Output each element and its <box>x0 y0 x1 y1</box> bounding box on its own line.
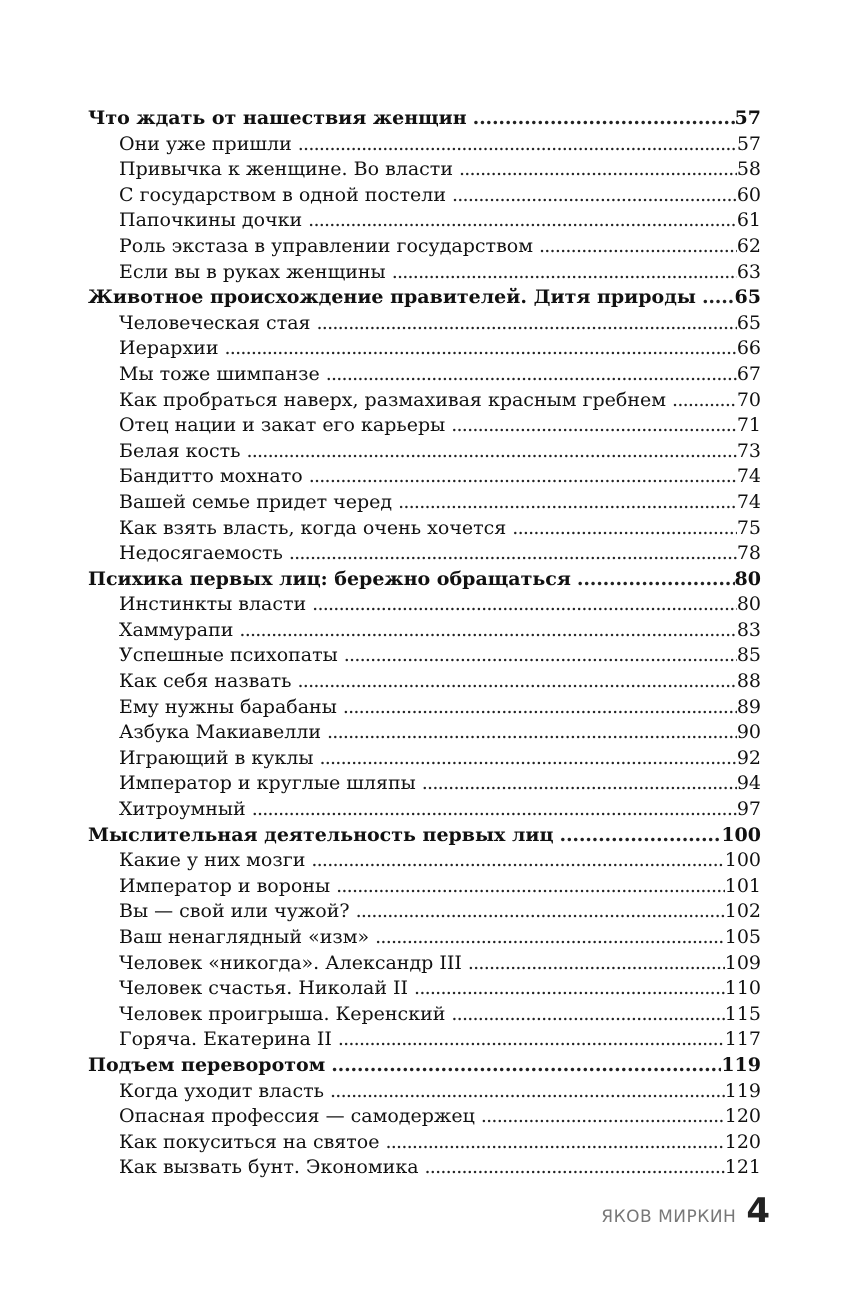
toc-dot-leader <box>702 285 735 311</box>
toc-entry-title: Иерархии <box>119 337 219 360</box>
toc-section-row[interactable] <box>88 848 761 874</box>
toc-section-row[interactable] <box>88 157 761 183</box>
toc-dot-leader <box>398 490 737 516</box>
toc-entry-title: Отец нации и закат его карьеры <box>119 414 446 437</box>
toc-section-row[interactable] <box>88 1027 761 1053</box>
toc-entry-title: Как пробраться наверх, размахивая красным гребнем <box>119 388 667 411</box>
toc-section-row[interactable] <box>88 951 761 977</box>
toc-entry-title: Привычка к женщине. Во власти <box>119 158 453 181</box>
toc-entry-page: 74 <box>736 465 761 488</box>
toc-entry-page: 90 <box>736 721 761 744</box>
toc-entry-title: Белая кость <box>119 439 241 462</box>
toc-dot-leader <box>344 643 737 669</box>
toc-entry-title: Папочкины дочки <box>119 209 303 232</box>
toc-entry-title: Человеческая стая <box>119 311 311 334</box>
toc-dot-leader <box>452 183 737 209</box>
toc-section-row[interactable] <box>88 336 761 362</box>
toc-dot-leader <box>239 618 736 644</box>
toc-entry-title: Какие у них мозги <box>119 849 306 872</box>
toc-section-row[interactable] <box>88 899 761 925</box>
toc-entry-page: 85 <box>736 644 761 667</box>
toc-entry-page: 94 <box>736 772 761 795</box>
toc-entry-page: 67 <box>736 362 761 385</box>
toc-dot-leader <box>375 925 725 951</box>
toc-entry-title: Недосягаемость <box>119 542 283 565</box>
page-footer <box>601 1191 770 1231</box>
toc-section-row[interactable] <box>88 311 761 337</box>
toc-dot-leader <box>298 132 737 158</box>
toc-entry-title: Когда уходит власть <box>119 1079 325 1102</box>
toc-section-row[interactable] <box>88 260 761 286</box>
toc-entry-title: Если вы в руках женщины <box>119 260 386 283</box>
toc-dot-leader <box>459 157 737 183</box>
toc-dot-leader <box>311 848 724 874</box>
toc-section-row[interactable] <box>88 925 761 951</box>
toc-section-row[interactable] <box>88 643 761 669</box>
toc-entry-page: 75 <box>736 516 761 539</box>
toc-entry-title: Подъем переворотом <box>88 1053 326 1076</box>
toc-section-row[interactable] <box>88 439 761 465</box>
toc-dot-leader <box>252 797 737 823</box>
toc-dot-leader <box>319 746 736 772</box>
toc-entry-page: 63 <box>736 260 761 283</box>
toc-entry-page: 117 <box>724 1028 761 1051</box>
toc-entry-page: 88 <box>736 670 761 693</box>
toc-section-row[interactable] <box>88 797 761 823</box>
toc-entry-title: Бандитто мохнато <box>119 465 303 488</box>
toc-dot-leader <box>309 464 737 490</box>
toc-entry-page: 120 <box>724 1105 761 1128</box>
toc-entry-page: 92 <box>736 746 761 769</box>
toc-dot-leader <box>308 208 737 234</box>
toc-entry-title: Роль экстаза в управлении государством <box>119 234 533 257</box>
toc-entry-page: 120 <box>724 1130 761 1153</box>
toc-entry-page: 110 <box>724 977 761 1000</box>
toc-section-row[interactable] <box>88 976 761 1002</box>
toc-entry-page: 60 <box>736 183 761 206</box>
toc-dot-leader <box>326 362 737 388</box>
toc-entry-page: 109 <box>724 951 761 974</box>
toc-dot-leader <box>473 106 735 132</box>
toc-entry-title: Человек счастья. Николай II <box>119 977 409 1000</box>
toc-entry-title: Император и круглые шляпы <box>119 772 416 795</box>
toc-section-row[interactable] <box>88 1002 761 1028</box>
toc-dot-leader <box>312 592 737 618</box>
toc-chapter-row[interactable] <box>88 106 761 132</box>
toc-dot-leader <box>468 951 725 977</box>
toc-entry-page: 73 <box>736 439 761 462</box>
toc-dot-leader <box>577 567 735 593</box>
toc-section-row[interactable] <box>88 490 761 516</box>
toc-dot-leader <box>338 1027 725 1053</box>
toc-dot-leader <box>451 413 737 439</box>
toc-entry-page: 119 <box>721 1053 761 1076</box>
toc-entry-title: Психика первых лиц: бережно обращаться <box>88 567 571 590</box>
toc-section-row[interactable] <box>88 362 761 388</box>
toc-dot-leader <box>672 388 737 414</box>
toc-section-row[interactable] <box>88 1104 761 1130</box>
toc-section-row[interactable] <box>88 746 761 772</box>
toc-entry-page: 100 <box>724 849 761 872</box>
toc-dot-leader <box>289 541 737 567</box>
toc-dot-leader <box>246 439 736 465</box>
toc-dot-leader <box>481 1104 725 1130</box>
toc-entry-title: Как вызвать бунт. Экономика <box>119 1156 419 1179</box>
toc-entry-title: Как себя назвать <box>119 670 292 693</box>
toc-entry-title: Мы тоже шимпанзе <box>119 362 320 385</box>
toc-entry-page: 61 <box>736 209 761 232</box>
toc-section-row[interactable] <box>88 208 761 234</box>
toc-entry-page: 78 <box>736 542 761 565</box>
footer-page-number: 4 <box>746 1191 770 1231</box>
toc-section-row[interactable] <box>88 234 761 260</box>
toc-entry-page: 58 <box>736 158 761 181</box>
toc-entry-title: Горяча. Екатерина II <box>119 1028 332 1051</box>
toc-dot-leader <box>451 1002 724 1028</box>
toc-entry-page: 66 <box>736 337 761 360</box>
toc-section-row[interactable] <box>88 1155 761 1181</box>
toc-entry-page: 70 <box>736 388 761 411</box>
toc-section-row[interactable] <box>88 771 761 797</box>
toc-section-row[interactable] <box>88 516 761 542</box>
toc-dot-leader <box>414 976 725 1002</box>
toc-entry-title: Мыслительная деятельность первых лиц <box>88 823 554 846</box>
toc-dot-leader <box>336 874 725 900</box>
toc-dot-leader <box>539 234 737 260</box>
toc-section-row[interactable] <box>88 132 761 158</box>
toc-entry-title: Хаммурапи <box>119 618 234 641</box>
table-of-contents <box>88 106 761 1181</box>
toc-entry-title: Животное происхождение правителей. Дитя природы <box>88 286 696 309</box>
toc-dot-leader <box>512 516 737 542</box>
toc-section-row[interactable] <box>88 695 761 721</box>
toc-entry-page: 97 <box>736 798 761 821</box>
toc-entry-title: Инстинкты власти <box>119 593 307 616</box>
toc-entry-title: Они уже пришли <box>119 132 292 155</box>
toc-section-row[interactable] <box>88 413 761 439</box>
toc-entry-page: 65 <box>736 311 761 334</box>
toc-dot-leader <box>560 823 722 849</box>
toc-section-row[interactable] <box>88 618 761 644</box>
toc-entry-title: Успешные психопаты <box>119 644 338 667</box>
toc-dot-leader <box>343 695 737 721</box>
toc-entry-page: 65 <box>734 286 761 309</box>
toc-entry-page: 62 <box>736 234 761 257</box>
toc-dot-leader <box>317 311 737 337</box>
toc-dot-leader <box>225 336 737 362</box>
toc-entry-page: 102 <box>724 900 761 923</box>
toc-entry-page: 89 <box>736 695 761 718</box>
toc-dot-leader <box>331 1053 721 1079</box>
toc-entry-title: С государством в одной постели <box>119 183 446 206</box>
toc-dot-leader <box>327 720 737 746</box>
toc-entry-page: 121 <box>724 1156 761 1179</box>
toc-section-row[interactable] <box>88 592 761 618</box>
toc-entry-page: 57 <box>736 132 761 155</box>
toc-entry-page: 80 <box>734 567 761 590</box>
toc-entry-page: 80 <box>736 593 761 616</box>
toc-entry-page: 119 <box>724 1079 761 1102</box>
toc-chapter-row[interactable] <box>88 285 761 311</box>
toc-entry-page: 83 <box>736 618 761 641</box>
toc-dot-leader <box>425 1155 725 1181</box>
toc-section-row[interactable] <box>88 388 761 414</box>
toc-chapter-row[interactable] <box>88 567 761 593</box>
toc-entry-title: Опасная профессия — самодержец <box>119 1105 475 1128</box>
footer-author: ЯКОВ МИРКИН <box>601 1207 737 1227</box>
toc-entry-title: Человек «никогда». Александр III <box>119 951 462 974</box>
toc-entry-title: Как покуситься на святое <box>119 1130 380 1153</box>
toc-section-row[interactable] <box>88 183 761 209</box>
toc-section-row[interactable] <box>88 720 761 746</box>
toc-entry-page: 105 <box>724 926 761 948</box>
toc-section-row[interactable] <box>88 1079 761 1105</box>
toc-dot-leader <box>422 771 737 797</box>
toc-entry-title: Ваш ненаглядный «изм» <box>119 926 370 948</box>
toc-section-row[interactable] <box>88 1130 761 1156</box>
toc-chapter-row[interactable] <box>88 1053 761 1079</box>
toc-dot-leader <box>392 260 737 286</box>
toc-entry-title: Вашей семье придет черед <box>119 490 393 513</box>
toc-entry-page: 71 <box>736 414 761 437</box>
toc-entry-title: Хитроумный <box>119 798 246 821</box>
toc-entry-page: 74 <box>736 490 761 513</box>
toc-entry-title: Азбука Макиавелли <box>119 721 322 744</box>
toc-entry-page: 57 <box>734 107 761 129</box>
toc-entry-title: Ему нужны барабаны <box>119 695 337 718</box>
toc-dot-leader <box>356 899 725 925</box>
toc-entry-title: Император и вороны <box>119 874 331 897</box>
toc-section-row[interactable] <box>88 669 761 695</box>
toc-section-row[interactable] <box>88 541 761 567</box>
toc-dot-leader <box>298 669 737 695</box>
toc-entry-page: 100 <box>721 823 761 846</box>
toc-dot-leader <box>330 1079 725 1105</box>
toc-entry-title: Что ждать от нашествия женщин <box>88 107 467 129</box>
toc-section-row[interactable] <box>88 464 761 490</box>
toc-section-row[interactable] <box>88 874 761 900</box>
toc-entry-title: Играющий в куклы <box>119 746 314 769</box>
toc-entry-title: Как взять власть, когда очень хочется <box>119 516 507 539</box>
toc-entry-title: Человек проигрыша. Керенский <box>119 1002 446 1025</box>
toc-chapter-row[interactable] <box>88 823 761 849</box>
toc-dot-leader <box>385 1130 724 1156</box>
toc-entry-title: Вы — свой или чужой? <box>119 900 350 923</box>
toc-entry-page: 115 <box>724 1002 761 1025</box>
toc-entry-page: 101 <box>724 874 761 897</box>
